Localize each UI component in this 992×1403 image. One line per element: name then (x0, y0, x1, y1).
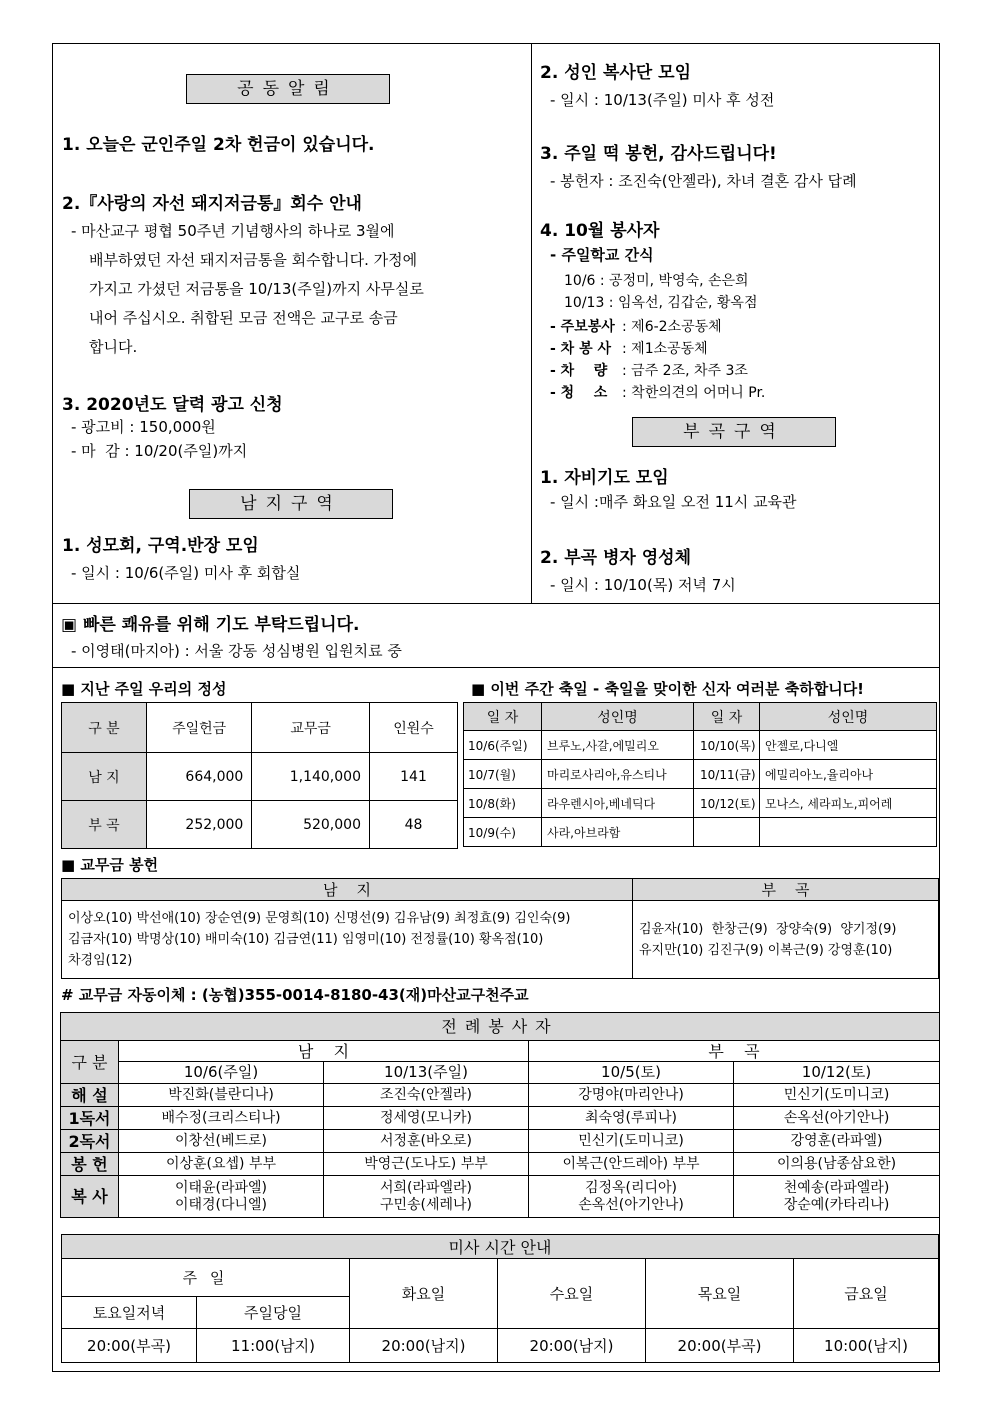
table-header: 목요일 (646, 1259, 794, 1329)
table-header: 일 자 (464, 703, 542, 731)
right-column (532, 44, 939, 603)
tithe-autopay: # 교무금 자동이체 : (농협)355-0014-8180-43(재)마산교구천주교 (61, 986, 529, 1004)
right-item-3-line: - 봉헌자 : 조진숙(안젤라), 차녀 결혼 감사 답례 (550, 172, 857, 190)
table-row: 부 곡 252,000 520,000 48 (62, 801, 458, 849)
tithe-table (61, 878, 939, 979)
table-header: 남 지 (119, 1041, 529, 1062)
notice-item-2-body: - 마산교구 평협 50주년 기념행사의 하나로 3월에 배부하였던 자선 돼지저금통을 회수합니다. 가정에 가지고 가셨던 저금통을 10/13(주일)까지 사무실로 내어 주십시오. 취합된 모금 전액은 교구로 송금 합니다. (71, 222, 424, 356)
feast-title: ■ 이번 주간 축일 - 축일을 맞이한 신자 여러분 축하합니다! (471, 680, 865, 698)
ad-deadline: - 마 감 : 10/20(주일)까지 (71, 442, 248, 460)
right-item-3: 3. 주일 떡 봉헌, 감사드립니다! (540, 144, 777, 164)
role-row: - 청 소 : 착한의견의 어머니 Pr. (550, 385, 766, 401)
table-header: 남 지 (62, 879, 633, 901)
mass-times-table (61, 1234, 939, 1363)
table-header: 인원수 (369, 703, 457, 753)
role-row: - 차 봉 사 : 제1소공동체 (550, 341, 708, 357)
table-header: 10/13(주일) (324, 1062, 529, 1084)
table-row: 1독서 배수정(크리스티나) 정세영(모니카) 최숙영(루피나) 손옥선(아기안나) (61, 1107, 940, 1130)
table-row: 20:00(부곡) 11:00(남지) 20:00(남지) 20:00(남지) 20:00(부곡) 10:00(남지) (62, 1329, 939, 1363)
table-header: 수요일 (498, 1259, 646, 1329)
table-row: 2독서 이창선(베드로) 서정훈(바오로) 민신기(도미니코) 강영훈(라파엘) (61, 1130, 940, 1153)
school-snack-title: - 주일학교 간식 (550, 246, 654, 264)
table-row: 10/7(월) 마리로사리아,유스티나 10/11(금) 에밀리아노,율리아나 (464, 760, 937, 789)
notice-item-3: 3. 2020년도 달력 광고 신청 (62, 395, 283, 415)
table-row: 남 지 664,000 1,140,000 141 (62, 753, 458, 801)
right-item-2-line: - 일시 : 10/13(주일) 미사 후 성전 (550, 91, 775, 109)
table-row: 10/8(화) 라우렌시아,베네딕다 10/12(토) 모나스, 세라피노,피어레 (464, 789, 937, 818)
table-header: 구 분 (62, 703, 147, 753)
right-item-4: 4. 10월 봉사자 (540, 221, 660, 241)
table-header: 금요일 (794, 1259, 939, 1329)
prayer-section (53, 604, 939, 668)
table-row: 10/9(수) 사라,아브라함 (464, 818, 937, 847)
school-snack-line-1: 10/6 : 공정미, 박영숙, 손은희 (564, 273, 749, 289)
table-row: 10/6(주일) 브루노,사갈,에밀리오 10/10(목) 안젤로,다니엘 (464, 731, 937, 760)
table-header: 토요일저녁 (62, 1297, 197, 1329)
bugok-item-1: 1. 자비기도 모임 (540, 468, 669, 488)
offering-table (61, 702, 458, 849)
table-header: 부 곡 (529, 1041, 940, 1062)
table-header: 성인명 (760, 703, 937, 731)
feast-table (463, 702, 937, 847)
tithe-bugok-names: 김윤자(10) 한창근(9) 장양숙(9) 양기정(9) 유지만(10) 김진구(9) 이복근(9) 강영훈(10) (633, 901, 939, 979)
left-column (53, 44, 532, 603)
bugok-header: 부곡구역 (632, 417, 836, 447)
mass-header: 미사 시간 안내 (62, 1235, 939, 1259)
table-header: 교무금 (252, 703, 370, 753)
right-item-2: 2. 성인 복사단 모임 (540, 63, 691, 83)
role-row: - 주보봉사 : 제6-2소공동체 (550, 319, 722, 335)
table-header: 화요일 (350, 1259, 498, 1329)
liturgy-header: 전례봉사자 (61, 1013, 940, 1041)
school-snack-line-2: 10/13 : 임옥선, 김갑순, 황옥점 (564, 295, 758, 311)
namji-item-1: 1. 성모회, 구역.반장 모임 (62, 536, 259, 556)
notice-item-2: 2.『사랑의 자선 돼지저금통』회수 안내 (62, 194, 362, 214)
ad-fee: - 광고비 : 150,000원 (71, 418, 216, 436)
table-row: 해 설 박진화(블란디나) 조진숙(안젤라) 강명야(마리안나) 민신기(도미니코) (61, 1084, 940, 1107)
table-header: 10/5(토) (529, 1062, 734, 1084)
tithe-title: ■ 교무금 봉헌 (61, 856, 159, 874)
table-row: 복 사 이태윤(라파엘) 이태경(다니엘) 서희(라파엘라) 구민송(세레나) 김정옥(리디아) 손옥선(아기안나) 천예송(라파엘라) 장순예(카타리나) (61, 1176, 940, 1218)
table-row: 봉 헌 이상훈(요셉) 부부 박영근(도나도) 부부 이복근(안드레아) 부부 이의용(남종삼요한) (61, 1153, 940, 1176)
namji-header: 남지구역 (189, 489, 393, 519)
liturgy-table (60, 1012, 940, 1218)
prayer-line: - 이영태(마지아) : 서울 강동 성심병원 입원치료 중 (71, 642, 402, 660)
table-header: 10/6(주일) (119, 1062, 324, 1084)
notice-section (53, 44, 939, 604)
table-header: 10/12(토) (734, 1062, 940, 1084)
table-header: 주 일 (62, 1259, 350, 1297)
bugok-item-1-line: - 일시 :매주 화요일 오전 11시 교육관 (550, 493, 797, 511)
table-header: 주일헌금 (146, 703, 251, 753)
notice-item-1: 1. 오늘은 군인주일 2차 헌금이 있습니다. (62, 135, 375, 155)
bugok-item-2-line: - 일시 : 10/10(목) 저녁 7시 (550, 576, 736, 594)
bugok-item-2: 2. 부곡 병자 영성체 (540, 548, 691, 568)
bulletin-page (52, 43, 940, 1372)
table-header: 주일당일 (197, 1297, 350, 1329)
table-header: 일 자 (694, 703, 760, 731)
table-header: 구 분 (61, 1041, 119, 1084)
table-header: 성인명 (542, 703, 694, 731)
role-row: - 차 량 : 금주 2조, 차주 3조 (550, 363, 748, 379)
offering-title: ■ 지난 주일 우리의 정성 (61, 680, 227, 698)
prayer-title: ▣ 빠른 쾌유를 위해 기도 부탁드립니다. (61, 615, 360, 635)
table-header: 부 곡 (633, 879, 939, 901)
namji-item-1-line: - 일시 : 10/6(주일) 미사 후 회합실 (71, 564, 301, 582)
notice-header: 공동알림 (186, 74, 390, 104)
tithe-namji-names: 이상오(10) 박선애(10) 장순연(9) 문영희(10) 신명선(9) 김유남(9) 최정효(9) 김인숙(9) 김금자(10) 박명상(10) 배미숙(10) 김금연(11) 임영미(10) 전정률(10) 황옥점(10) 차경임(12) (62, 901, 633, 979)
table-row (62, 901, 939, 979)
